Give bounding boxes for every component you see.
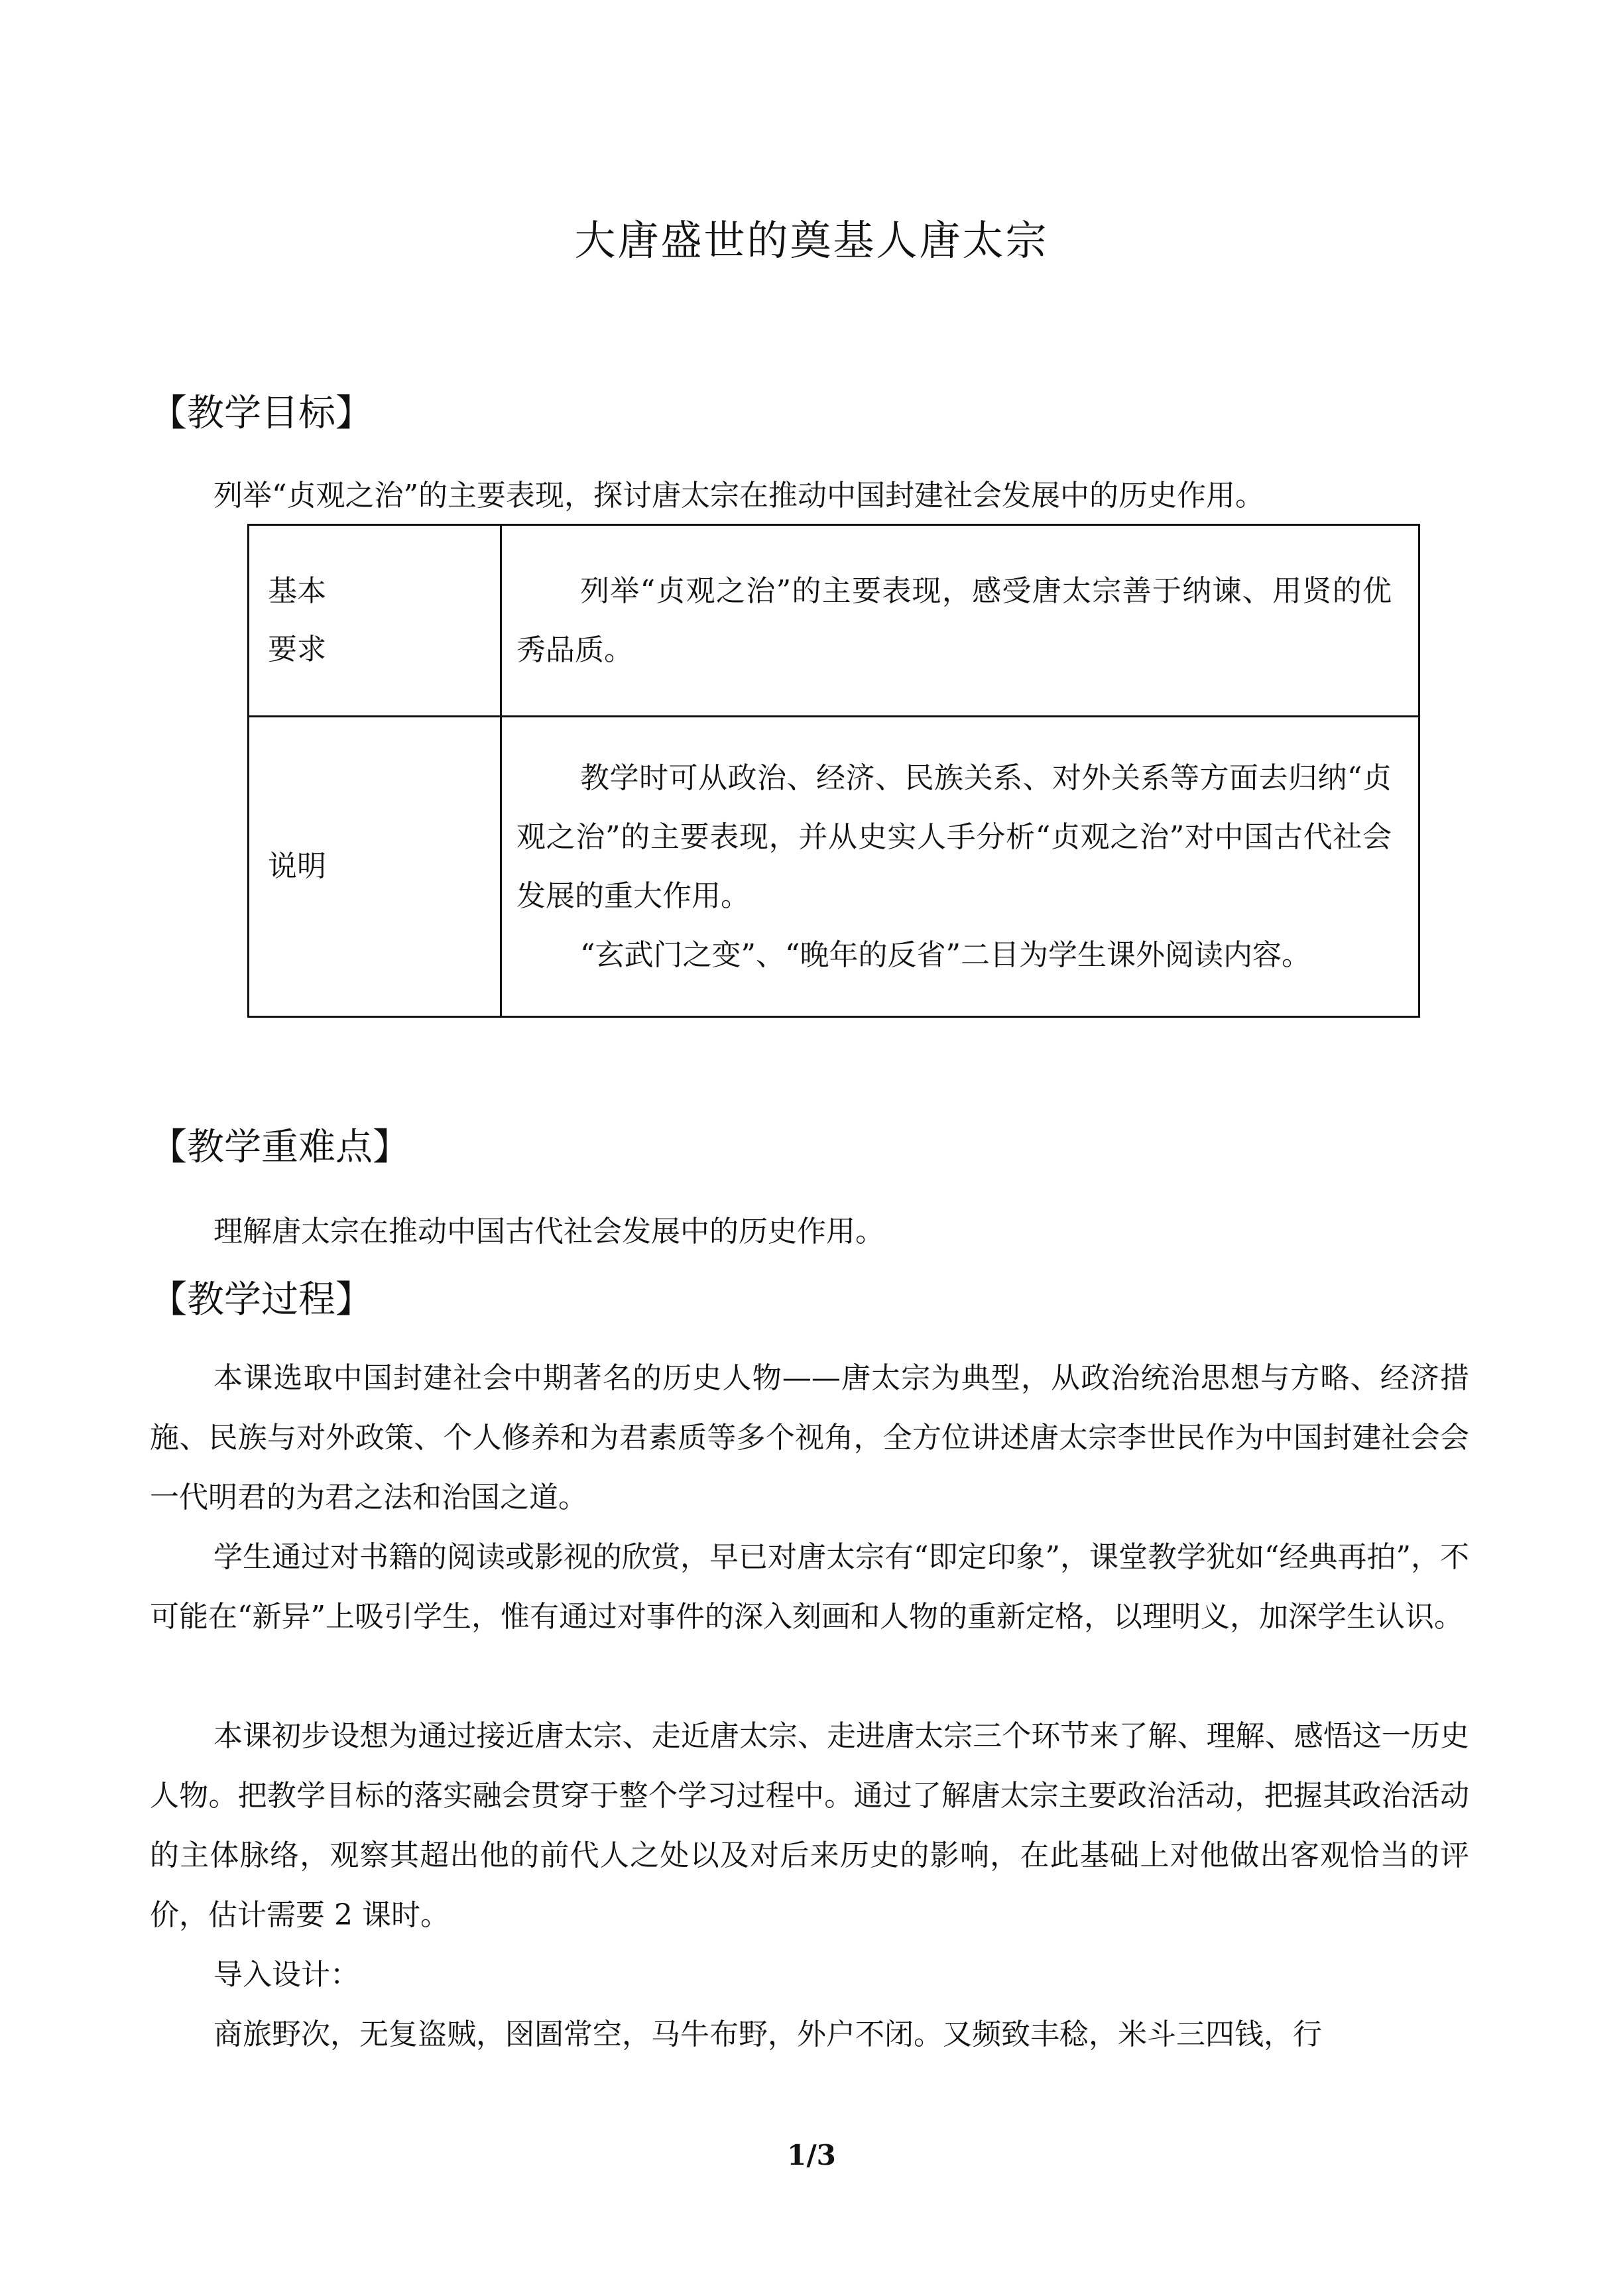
- row-label-explanation: [249, 717, 501, 1017]
- objectives-intro: 列举“贞观之治”的主要表现，探讨唐太宗在推动中国封建社会发展中的历史作用。: [213, 479, 1264, 513]
- table-paragraph: “玄武门之变”、“晚年的反省”二目为学生课外阅读内容。: [580, 938, 1311, 972]
- requirements-table: [247, 524, 1420, 1018]
- table-row-basic-requirements: [249, 525, 1419, 717]
- page-title: 大唐盛世的奠基人唐太宗: [574, 216, 1049, 265]
- row-content-basic-requirements: [501, 525, 1419, 717]
- section-heading-objectives: 【教学目标】: [150, 392, 373, 435]
- section-heading-difficulties: 【教学重难点】: [150, 1126, 410, 1169]
- page-number: 1/3: [787, 2139, 836, 2171]
- process-paragraph: 学生通过对书籍的阅读或影视的欣赏，早已对唐太宗有“即定印象”，课堂教学犹如“经典再拍”，不可能在“新异”上吸引学生，惟有通过对事件的深入刻画和人物的重新定格，以理明义，加深学生认识。: [150, 1540, 1469, 1634]
- label-line: 说明: [268, 849, 326, 883]
- row-label-basic-requirements: [249, 525, 501, 717]
- label-line: 基本: [268, 574, 326, 608]
- label-line: 要求: [268, 633, 326, 666]
- section-heading-process: 【教学过程】: [150, 1278, 373, 1321]
- process-paragraph: 商旅野次，无复盗贼，囹圄常空，马牛布野，外户不闭。又频致丰稔，米斗三四钱，行: [213, 2018, 1322, 2051]
- row-content-explanation: [501, 717, 1419, 1017]
- difficulties-text: 理解唐太宗在推动中国古代社会发展中的历史作用。: [213, 1215, 884, 1248]
- process-paragraph: 本课选取中国封建社会中期著名的历史人物——唐太宗为典型，从政治统治思想与方略、经济措施、民族与对外政策、个人修养和为君素质等多个视角，全方位讲述唐太宗李世民作为中国封建社会会一代明君的为君之法和治国之道。: [150, 1361, 1469, 1514]
- process-paragraph: 导入设计：: [213, 1958, 359, 1992]
- table-paragraph: 列举“贞观之治”的主要表现，感受唐太宗善于纳谏、用贤的优秀品质。: [516, 574, 1392, 667]
- process-paragraph: 本课初步设想为通过接近唐太宗、走近唐太宗、走进唐太宗三个环节来了解、理解、感悟这一历史人物。把教学目标的落实融会贯穿于整个学习过程中。通过了解唐太宗主要政治活动，把握其政治活动的主体脉络，观察其超出他的前代人之处以及对后来历史的影响，在此基础上对他做出客观恰当的评价，估计需要 2 课时。: [150, 1719, 1469, 1932]
- table-paragraph: 教学时可从政治、经济、民族关系、对外关系等方面去归纳“贞观之治”的主要表现，并从史实人手分析“贞观之治”对中国古代社会发展的重大作用。: [516, 761, 1392, 913]
- table-row-explanation: [249, 717, 1419, 1017]
